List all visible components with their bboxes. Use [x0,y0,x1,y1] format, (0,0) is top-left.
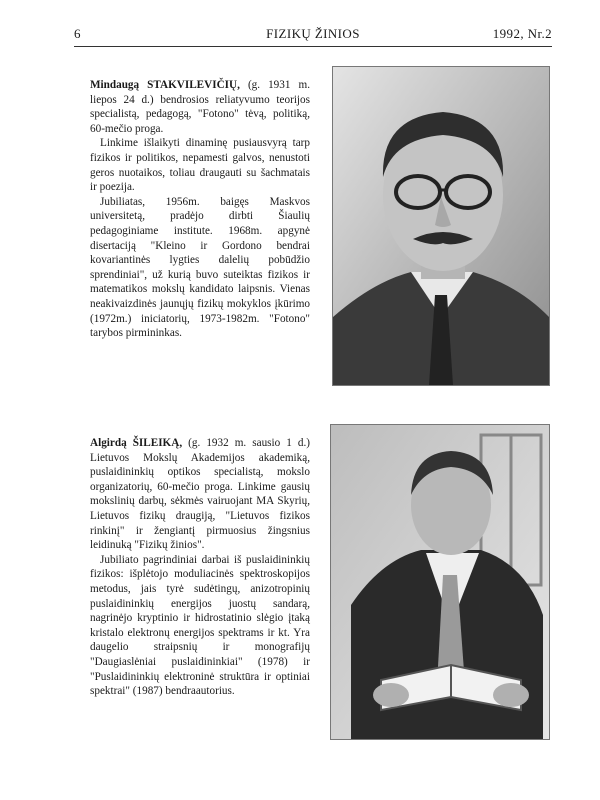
page-header [74,24,552,47]
portrait-photo-image [333,67,549,385]
person-name: Algirdą ŠILEIKĄ, [90,437,183,449]
person-name: Mindaugą STAKVILEVIČIŲ, [90,79,240,91]
page-number: 6 [74,26,81,41]
portrait-photo-stakvilevicius [332,66,550,386]
bio-intro-text: (g. 1931 m. liepos 24 d.) bendrosios reliatyvumo teorijos specialistą, pedagogą, "Fotono" tėvą, politiką, 60-mečio proga. [90,79,310,135]
bio-paragraph: Linkime išlaikyti dinaminę pusiausvyrą tarp fizikos ir politikos, nepamesti galvos, nenustoti geros nuotaikos, toliau draugauti su šachmatais ir poezija. [90,137,310,194]
bio-paragraph: Jubiliato pagrindiniai darbai iš puslaidininkių fizikos: išplėtojo moduliacinės spektroskopijos metodus, jais tyrė sudėtingų, anizotropinių puslaidininkių energijos juostų sandarą, nagrinėjo kryptinio ir hidrostatinio slėgio įtaką kristalo elektronų energijos spektrams ir kt. Yra daugelio straipsnių ir monografijų "Daugiaslėniai puslaidininkiai" (1978) ir "Puslaidininkių elektroninė struktūra ir optiniai spektrai" (1987) bendraautorius. [90,553,310,698]
biography-sileika [90,436,310,699]
bio-intro-text: (g. 1932 m. sausio 1 d.) Lietuvos Mokslų Akademijos akademiką, puslaidininkių optikos specialistą, mokslo organizatorių, 60-mečio proga. Linkime gausių mokslinių darbų, sėkmės vairuojant MA Skyrių, Lietuvos fizikų draugiją, "Lietuvos fizikos rinkinį" ir žengiantį pirmuosius žingsnius leidinuką "Fizikų žinios". [90,437,310,552]
biography-stakvilevicius [90,78,310,341]
bio-paragraph: Jubiliatas, 1956m. baigęs Maskvos universitetą, pradėjo dirbti Šiaulių pedagoginiame institute. 1968m. apgynė disertaciją "Kleino ir Gordono bendrai kovariantinės lygties dalelių pobūdžio sprendiniai", už kurią buvo suteiktas fizikos ir matematikos mokslų kandidato laipsnis. Vienas neakivaizdinės jaunųjų fizikų mokyklos įkūrimo (1972m.) iniciatorių, 1973-1982m. "Fotono" tarybos pirmininkas. [90,195,310,340]
portrait-photo-image [331,425,549,739]
portrait-photo-sileika [330,424,550,740]
bio-intro [90,78,310,136]
bio-intro [90,436,310,553]
issue-number: 1992, Nr.2 [492,26,552,41]
journal-title: FIZIKŲ ŽINIOS [266,26,360,41]
